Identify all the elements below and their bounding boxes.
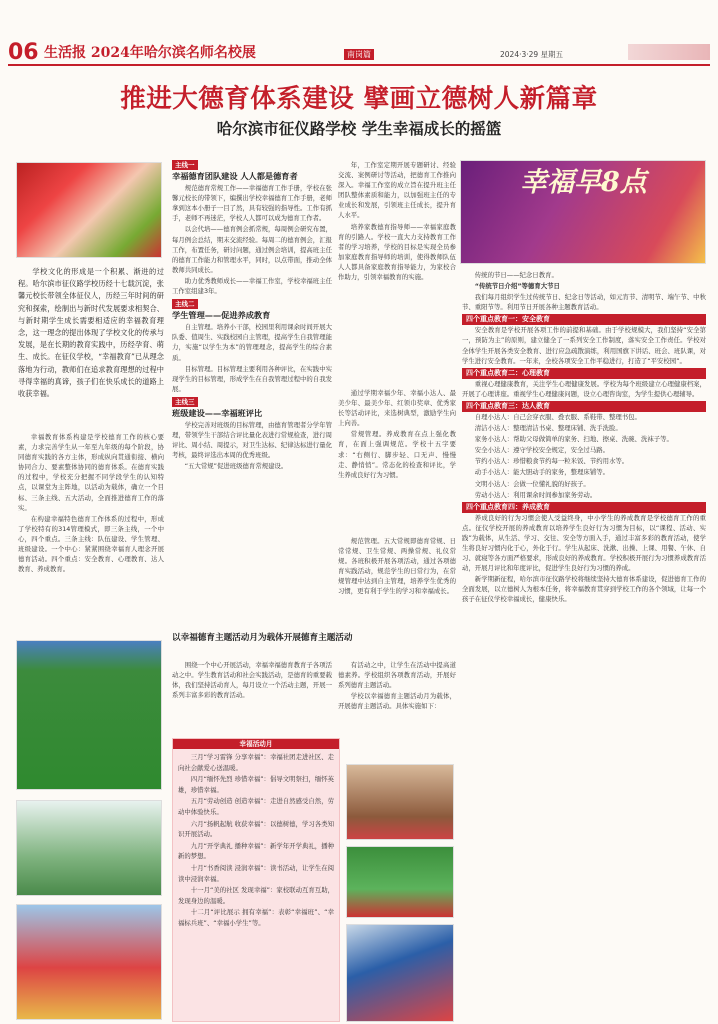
list-item: 自理小达人：自己会穿衣服、叠衣服、系鞋带、整理书包。 xyxy=(474,412,641,421)
photo-classroom xyxy=(346,764,454,840)
month-item: 十二月“评比展示 拥有幸福”：表彰“幸福班”、“幸福标兵班”、“幸福小学生”等。 xyxy=(178,908,334,927)
caption-title: “传统节日介绍”等德育大节日 xyxy=(474,282,560,291)
photo-field-ceremony xyxy=(346,846,454,918)
list-item: 节约小达人：珍惜粮食节约每一粒米饭、节约用水等。 xyxy=(474,457,629,466)
body-paragraph: 自主管理。培养小干部，校园里利用课余时间开展大队委、值周生、实践校园自主管理，提高学生自我管理能力，实施“以学生为本”的管理理念，提高学生的综合素质。 xyxy=(172,323,332,362)
headline: 推进大德育体系建设 擘画立德树人新篇章 xyxy=(120,84,598,114)
activity-left xyxy=(172,660,332,701)
month-item: 十一月“美的社区 发现幸福”：家校联动互育互助，发现身边的温暖。 xyxy=(178,886,334,905)
col3-s3 xyxy=(338,536,456,598)
body-paragraph: 我们每月组织学生过传统节日、纪念日等活动，如元宵节、清明节、端午节、中秋节、重阳节等。利用节日开展各种主题教育活动。 xyxy=(462,293,706,312)
months-box-title: 幸福活动月 xyxy=(173,739,339,749)
body-paragraph: 助力优秀教师成长——幸福工作室，学校幸福班主任工作室组建3年。 xyxy=(172,276,332,296)
col3-top xyxy=(338,160,456,283)
month-item: 九月“开学典礼 播种幸福”：新学年开学典礼，播种新的梦想。 xyxy=(178,841,334,861)
list-item: 动手小达人：能大胆动手的家务，整理床铺等。 xyxy=(474,468,609,477)
photo-sports-field xyxy=(16,640,162,790)
body-paragraph: 重视心理健康教育，关注学生心理健康发展。学校为每个班级建立心理健康档案，开展了心理讲座。重视学生心理健康问题，设立心理咨询室，为学生提供心理辅导。 xyxy=(462,379,706,398)
month-item: 三月“学习雷锋 分享幸福”：幸福社团走进社区、走向社会献爱心送温暖。 xyxy=(178,753,334,772)
photo-teacher-students xyxy=(346,924,454,1022)
photo-lion-dance xyxy=(16,904,162,1020)
lead-column xyxy=(18,266,164,401)
activity-title: 以幸福德育主题活动月为载体开展德育主题活动 xyxy=(172,633,353,643)
body-paragraph: 常规管理。养成教育在点上强化教育，在面上强调规范。学校十五字要求：“右侧行、脚步轻、口无声、慢慢走、静悄悄”。常态化的检查和评比，学生养成良好行为习惯。 xyxy=(338,430,456,479)
masthead xyxy=(8,40,710,66)
body-paragraph: 通过学期幸福少年、幸福小达人、最美少年、最美少年、红领巾奖章、优秀家长等活动评比，来选树典型，激励学生向上向善。 xyxy=(338,389,456,428)
section-tag: 主线一 xyxy=(172,160,198,170)
section-title: 班级建设——幸福班评比 xyxy=(172,407,263,418)
edition-badge: 南岗篇 xyxy=(344,49,374,60)
caption: 传统的节日——纪念日教育。 xyxy=(474,271,558,279)
body-paragraph: 规范德育常规工作——幸福德育工作手册，学校在张馨元校长的带领下，编撰出学校幸福德育工作手册，老师拿到这本小册子一目了然，具有较强的指导性。工作有抓手，老师不再迷茫，学校人人都可以成为德育工作者。 xyxy=(172,184,332,223)
page-number: 06 xyxy=(8,40,39,65)
section-title: 学生管理——促进养成教育 xyxy=(172,310,271,321)
photo-title-text: 幸福早8点 xyxy=(520,167,647,198)
body-paragraph: 培养家教德育指导师——幸福家庭教育的引路人。学校一直大力支持教育工作者的学习培养，学校的目标是实现全员参加家庭教育指导师的培训，使得教师队伍人人都具备家庭教育指导能力，为家校合作助力，引领幸福教育的实施。 xyxy=(338,222,456,282)
col2-top xyxy=(172,160,332,472)
activity-section xyxy=(172,632,456,645)
lead-paragraph: 学校文化的形成是一个积累、渐进的过程。哈尔滨市征仪路学校历经十七载沉淀，张馨元校长带领全体征仪人，历经三年时间的研究和探索，绘制出与新时代发展要求相契合、与新时期学生成长需要相适应的幸福教育理念，这一理念的提出体现了学校文化的传承与发展，是在长期的教育实践中，历经孕育、萌生、成长。在征仪学校，“幸福教育”已从理念落地为行动，教师们在追求教育理想的过程中寻得幸福的真谛，孩子们在快乐成长的道路上收获幸福。 xyxy=(18,267,164,399)
list-item: 清洁小达人：整理清洁书桌、整理床铺、洗手洗脸。 xyxy=(474,424,622,433)
activity-right xyxy=(338,660,456,712)
left-body xyxy=(18,432,164,575)
list-item: 安全小达人：遵守学校安全规定，安全过马路。 xyxy=(474,446,609,455)
body-paragraph: 规范管理。五大常规即德育常规、日常常规、卫生常规、两操常规、礼仪常规。各班积极开展各项活动，通过各项德育实践活动，规范学生的日常行为，在常规管理中达到自主管理，培养学生优秀的习惯，更有利于学生的学习和幸福成长。 xyxy=(338,537,456,596)
activity-months-box xyxy=(172,738,340,1022)
section-tag: 主线二 xyxy=(172,299,198,309)
month-item: 四月“缅怀先烈 珍惜幸福”：倡导文明祭扫，缅怀英雄，珍惜幸福。 xyxy=(178,775,334,794)
body-paragraph: 以会代培——德育例会抓常规，每周例会研究布置，每月例会总结，期末交流经验。每周二的德育例会，汇报工作，布置任务，研讨问题，通过例会培训，提高班主任的德育工作能力和管理水平，同时，以点带面，推动全体教师共同成长。 xyxy=(172,225,332,274)
section-bar: 四个重点教育一：安全教育 xyxy=(462,314,706,325)
list-item: 家务小达人：帮助父母做简单的家务、扫地、擦桌、洗碗、洗袜子等。 xyxy=(474,435,673,444)
section-bar: 四个重点教育四：养成教育 xyxy=(462,502,706,513)
paper-name: 生活报 2024年哈尔滨名师名校展 xyxy=(44,45,256,61)
col3-mid xyxy=(338,388,456,481)
right-column xyxy=(462,270,706,606)
header-decoration xyxy=(628,44,710,60)
section-bar: 四个重点教育二：心理教育 xyxy=(462,368,706,379)
body-paragraph: 年，工作室定期开展专题研讨、经验交流、案例研讨等活动，把德育工作推向深入。幸福工作室的成立旨在提升班主任团队整体素质和能力，以加强班主任的专业成长和发展，引领班主任成长，提升育人水平。 xyxy=(338,161,456,220)
section-title: 幸福德育团队建设 人人都是德育者 xyxy=(172,171,298,182)
section-bar: 四个重点教育三：达人教育 xyxy=(462,401,706,412)
subheadline: 哈尔滨市征仪路学校 学生幸福成长的摇篮 xyxy=(216,120,502,138)
month-item: 五月“劳动创造 创造幸福”：走进自然感受自然，劳动中体验快乐。 xyxy=(178,797,334,816)
month-item: 六月“扬帆起航 收获幸福”：以德树德，学习各类知识开展活动。 xyxy=(178,819,334,839)
left-paragraph: 幸福教育体系构建是学校德育工作的核心要素，力求完善学生从一年至九年级的每个阶段，协同德育实践的各方主体，形成纵向贯通衔接、横向协同合力、要素整体协同的德育体系。在德育实践的过程中，学校充分把握不同学段学生的认知特点，以课堂为主阵地，以活动为载体，确立一个目标、三条主线、五大活动，全面推进德育工作的落实。 xyxy=(18,433,164,512)
body-paragraph: 目标管理。目标管理主要利用各种评比，在实践中实现学生的目标管理，形成学生在自我管理过程中的自我发展。 xyxy=(172,364,332,393)
conclusion-paragraph: 新学期新征程，哈尔滨市征仪路学校将继续坚持大德育体系建设，促进德育工作的全面发展，以立德树人为根本任务，将幸福教育贯穿到学校工作的各个领域，让每一个孩子在征仪学校幸福成长，健康快乐。 xyxy=(462,575,706,604)
left-paragraph: 在构建幸福特色德育工作体系的过程中，形成了学校特有的314管理模式，即三条主线，一个中心，四个重点。三条主线：队伍建设、学生管理、班级建设。一个中心：紧紧围绕幸福育人理念开展德育活动。四个重点：安全教育、心理教育、达人教育、养成教育。 xyxy=(18,514,164,574)
body-paragraph: 围绕一个中心开展活动，幸福幸福德育教育子各项活动之中。学生教育活动和社会实践活动，是德育的重要载体，我们坚持活动育人，每月设立一个活动主题，开展一系列丰富多彩的教育活动。 xyxy=(172,661,332,700)
body-paragraph: 有活动之中，让学生在活动中提高道德素养。学校组织各项教育活动，开展好系列德育主题活动。 xyxy=(338,661,456,690)
list-item: 文明小达人：会做一位懂礼貌的好孩子。 xyxy=(474,479,590,488)
body-paragraph: 安全教育是学校开展各项工作的前提和基础。由于学校规模大，我们坚持“安全第一，预防为主”的原则，建立健全了一系列安全工作制度，落实安全工作责任。学校对全体学生开展各类安全教育、进行应急疏散演练，利用国旗下讲话、班会、班队课，对学生进行安全教育。一年来，全校各项安全工作平稳进行，打造了“平安校园”。 xyxy=(462,326,706,365)
section-tag: 主线三 xyxy=(172,397,198,407)
body-paragraph: “五大常规”促进班级德育常规建设。 xyxy=(184,462,288,471)
body-paragraph: 学校完善对班级的目标管理，由德育管理者分学年管理，带领学生干部结合评比量化表进行常规检查，进行周评比、周小结、周提示，对卫生达标、纪律达标进行量化考核，最终评选出本周的优秀班级。 xyxy=(172,420,332,460)
photo-students-event xyxy=(16,162,162,258)
body-paragraph: 学校以幸福德育主题活动月为载体，开展德育主题活动。具体实施如下： xyxy=(338,692,456,711)
body-paragraph: 养成良好的行为习惯会使人受益终身，中小学生的养成教育是学校德育工作的重点。征仪学校开展的养成教育以培养学生良好行为习惯为目标，以“课程、活动、实践”为载体，从生活、学习、交往、安全等方面入手，通过丰富多彩的教育活动，使学生将良好习惯内化于心，外化于行。学生从起床、洗漱、出操、上课、用餐、午休、自习、就寝等各方面严格要求，形成良好的养成教育。学校积极开展行为习惯养成教育活动，开展月评比和年度评比，促进学生良好行为习惯的养成。 xyxy=(462,513,706,573)
month-item: 十月“书香阅读 浸润幸福”：读书活动，让学生在阅读中浸润幸福。 xyxy=(178,863,334,883)
photo-outdoor-activity xyxy=(16,800,162,896)
list-item: 劳动小达人：利用课余时间参加家务劳动。 xyxy=(474,490,597,499)
issue-date: 2024·3·29 星期五 xyxy=(500,50,564,59)
